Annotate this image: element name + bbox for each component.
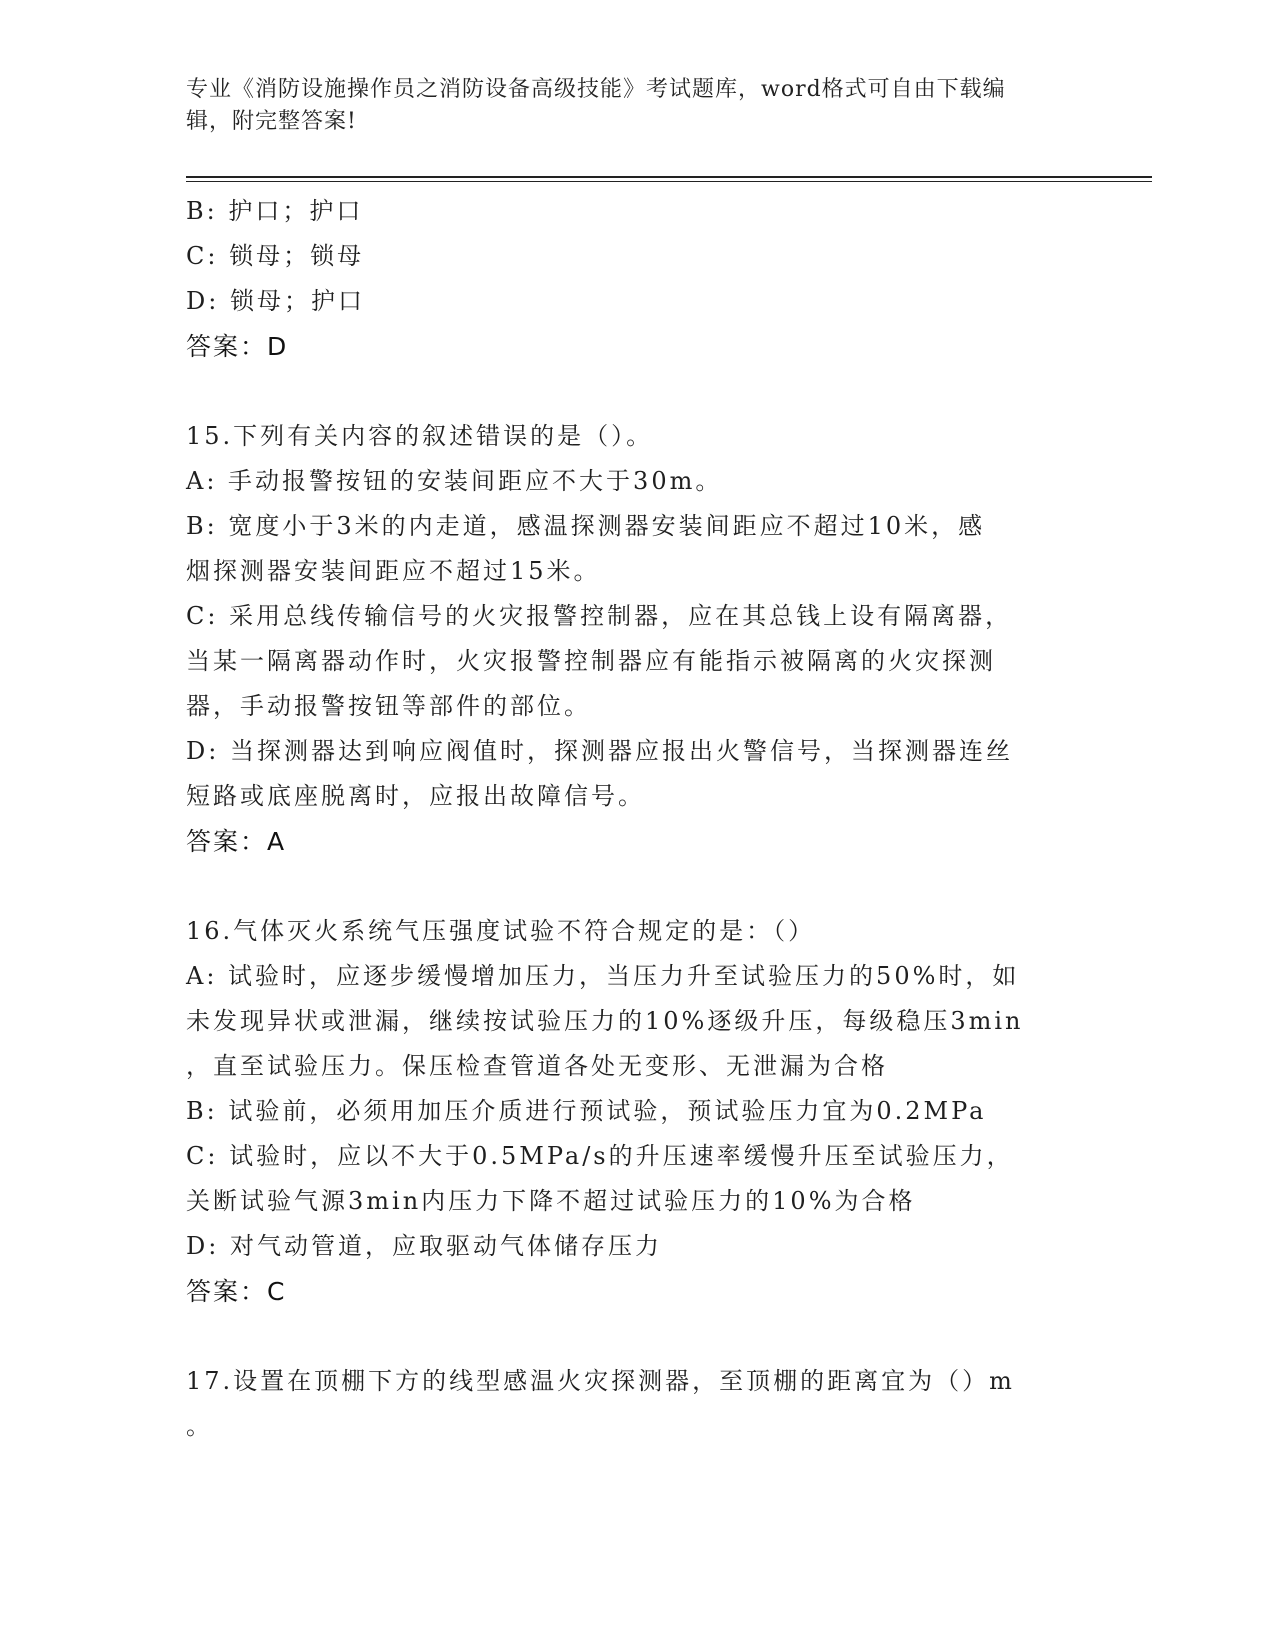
question-stem: 17.设置在顶棚下方的线型感温火灾探测器，至顶棚的距离宜为（）m [186, 1367, 1015, 1395]
option-c-line-1: C: 试验时，应以不大于0.5MPa/s的升压速率缓慢升压至试验压力， [186, 1142, 1014, 1170]
question-stem-continuation: 。 [186, 1412, 213, 1440]
question-17 [186, 1359, 1066, 1449]
option-a-line-2: 未发现异状或泄漏，继续按试验压力的10%逐级升压，每级稳压3min [186, 1007, 1024, 1035]
option-b: B: 护口；护口 [186, 197, 364, 225]
option-b-line-1: B: 宽度小于3米的内走道，感温探测器安装间距应不超过10米，感 [186, 512, 986, 540]
option-d-line-1: D: 当探测器达到响应阀值时，探测器应报出火警信号，当探测器连丝 [186, 737, 1013, 765]
answer-label: 答案：A [186, 827, 287, 856]
spacer [186, 864, 1066, 909]
option-a-line-3: ，直至试验压力。保压检查管道各处无变形、无泄漏为合格 [186, 1052, 888, 1080]
option-d-line-2: 短路或底座脱离时，应报出故障信号。 [186, 782, 645, 810]
option-c-line-2: 当某一隔离器动作时，火灾报警控制器应有能指示被隔离的火灾探测 [186, 647, 996, 675]
option-c-line-3: 器，手动报警按钮等部件的部位。 [186, 692, 591, 720]
answer-label: 答案：C [186, 1277, 287, 1306]
option-c: C: 锁母；锁母 [186, 242, 365, 270]
question-stem: 16.气体灭火系统气压强度试验不符合规定的是：（） [186, 917, 816, 945]
spacer [186, 1314, 1066, 1359]
spacer [186, 369, 1066, 414]
document-header [186, 74, 1066, 138]
answer-label: 答案：D [186, 332, 289, 361]
question-stem: 15.下列有关内容的叙述错误的是（）。 [186, 422, 654, 450]
header-divider-thin [186, 181, 1152, 182]
question-16 [186, 909, 1066, 1314]
header-line-2: 辑，附完整答案! [186, 109, 357, 134]
option-c-line-2: 关断试验气源3min内压力下降不超过试验压力的10%为合格 [186, 1187, 916, 1215]
option-b-line-2: 烟探测器安装间距应不超过15米。 [186, 557, 601, 585]
header-line-1: 专业《消防设施操作员之消防设备高级技能》考试题库，word格式可自由下载编 [186, 77, 1006, 102]
question-content [186, 189, 1066, 1449]
option-d: D: 对气动管道，应取驱动气体储存压力 [186, 1232, 662, 1260]
question-14 [186, 189, 1066, 369]
option-a: A: 手动报警按钮的安装间距应不大于30m。 [186, 467, 723, 495]
option-d: D: 锁母；护口 [186, 287, 365, 315]
option-b: B: 试验前，必须用加压介质进行预试验，预试验压力宜为0.2MPa [186, 1097, 987, 1125]
option-a-line-1: A: 试验时，应逐步缓慢增加压力，当压力升至试验压力的50%时，如 [186, 962, 1020, 990]
header-divider-thick [186, 176, 1152, 178]
question-15 [186, 414, 1066, 864]
option-c-line-1: C: 采用总线传输信号的火灾报警控制器，应在其总钱上设有隔离器， [186, 602, 1013, 630]
